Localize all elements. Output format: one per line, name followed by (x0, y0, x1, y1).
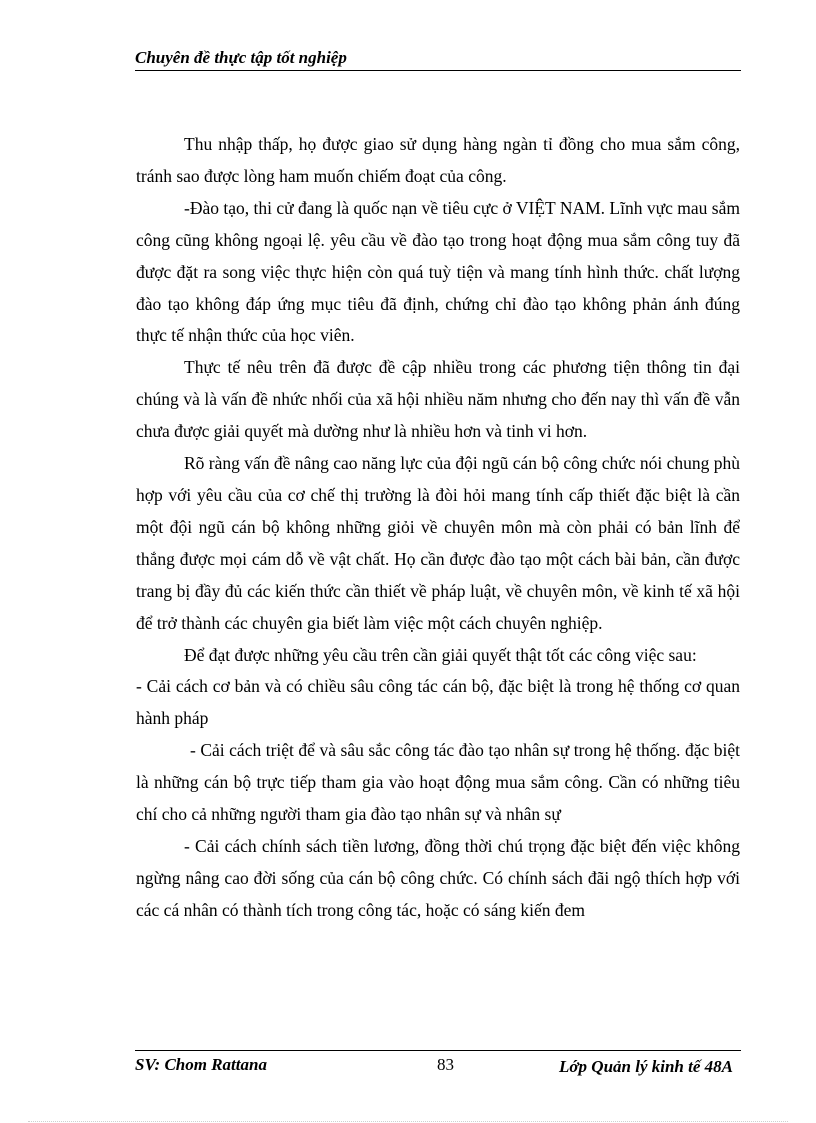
document-title: Chuyên đề thực tập tốt nghiệp (135, 48, 347, 67)
document-body (136, 129, 740, 927)
page-number: 83 (437, 1055, 454, 1074)
paragraph: Để đạt được những yêu cầu trên cần giải quyết thật tốt các công việc sau: (184, 644, 697, 665)
list-item: - Cải cách cơ bản và có chiều sâu công tác cán bộ, đặc biệt là trong hệ thống cơ quan hành pháp (136, 676, 740, 729)
page-footer (135, 1050, 741, 1077)
class-name: Lớp Quản lý kinh tế 48A (559, 1057, 733, 1076)
paragraph: -Đào tạo, thi cử đang là quốc nạn về tiêu cực ở VIỆT NAM. Lĩnh vực mau sắm công cũng không ngoại lệ. yêu cầu về đào tạo trong hoạt động mua sắm công tuy đã được đặt ra song việc thực hiện còn quá tuỳ tiện và mang tính hình thức. chất lượng đào tạo không đáp ứng mục tiêu đã định, chứng chỉ đào tạo không phản ánh đúng thực tế nhận thức của học viên. (136, 197, 740, 346)
list-item: - Cải cách triệt để và sâu sắc công tác đào tạo nhân sự trong hệ thống. đặc biệt là những cán bộ trực tiếp tham gia vào hoạt động mua sắm công. Cần có những tiêu chí cho cả những người tham gia đào tạo nhân sự và nhân sự (136, 740, 740, 825)
paragraph: Thực tế nêu trên đã được đề cập nhiều trong các phương tiện thông tin đại chúng và là vấn đề nhức nhối của xã hội nhiều năm nhưng cho đến nay thì vấn đề vẫn chưa được giải quyết mà dường như là nhiều hơn và tinh vi hơn. (136, 357, 740, 442)
paragraph: Rõ ràng vấn đề nâng cao năng lực của đội ngũ cán bộ công chức nói chung phù hợp với yêu cầu của cơ chế thị trường là đòi hỏi mang tính cấp thiết đặc biệt là cần một đội ngũ cán bộ không những giỏi về chuyên môn mà còn phải có bản lĩnh để thắng được mọi cám dỗ về vật chất. Họ cần được đào tạo một cách bài bản, cần được trang bị đầy đủ các kiến thức cần thiết về pháp luật, về chuyên môn, về kinh tế xã hội để trở thành các chuyên gia biết làm việc một cách chuyên nghiệp. (136, 453, 740, 633)
page-edge-divider (28, 1121, 788, 1122)
paragraph: Thu nhập thấp, họ được giao sử dụng hàng ngàn tỉ đồng cho mua sắm công, tránh sao được lòng ham muốn chiếm đoạt của công. (136, 134, 740, 186)
page-header (135, 48, 741, 71)
student-name: SV: Chom Rattana (135, 1055, 267, 1074)
list-item: - Cải cách chính sách tiền lương, đồng thời chú trọng đặc biệt đến việc không ngừng nâng cao đời sống của cán bộ công chức. Có chính sách đãi ngộ thích hợp với các cá nhân có thành tích trong công tác, hoặc có sáng kiến đem (136, 835, 740, 920)
